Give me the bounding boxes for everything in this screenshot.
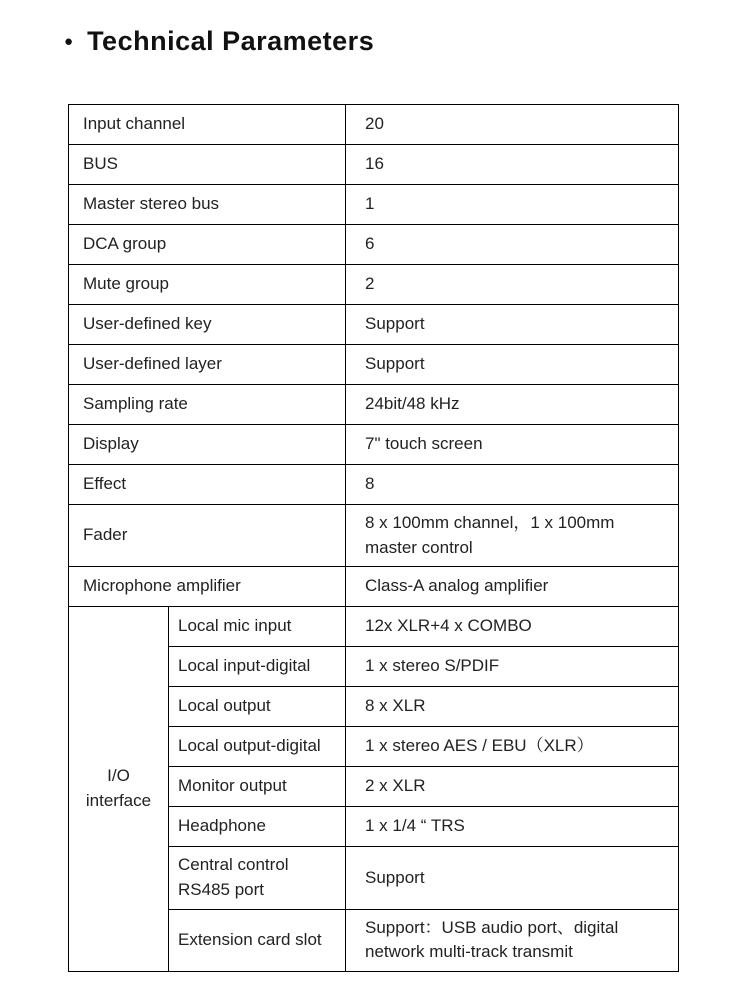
param-label: Mute group	[69, 265, 346, 305]
table-row	[69, 385, 679, 425]
param-value: 8 x XLR	[346, 687, 679, 727]
section-heading	[64, 26, 750, 57]
param-label: BUS	[69, 145, 346, 185]
param-value: 8	[346, 465, 679, 505]
param-value: 20	[346, 105, 679, 145]
table-row	[69, 567, 679, 607]
param-value: Support	[346, 847, 679, 909]
io-interface-label: I/O interface	[69, 607, 169, 972]
table-row	[69, 225, 679, 265]
param-label: Effect	[69, 465, 346, 505]
param-value: Class-A analog amplifier	[346, 567, 679, 607]
table-row	[69, 465, 679, 505]
param-value: 12x XLR+4 x COMBO	[346, 607, 679, 647]
param-value: 1	[346, 185, 679, 225]
table-row	[69, 345, 679, 385]
param-label: Sampling rate	[69, 385, 346, 425]
param-label: Local output-digital	[169, 727, 346, 767]
param-value: 8 x 100mm channel，1 x 100mm master control	[346, 505, 679, 567]
param-label: Local input-digital	[169, 647, 346, 687]
bullet-icon: ●	[64, 33, 74, 50]
param-label: User-defined layer	[69, 345, 346, 385]
param-value: Support：USB audio port、digital network multi-track transmit	[346, 909, 679, 971]
param-value: 1 x stereo AES / EBU（XLR）	[346, 727, 679, 767]
table-row	[69, 185, 679, 225]
param-label: Microphone amplifier	[69, 567, 346, 607]
param-value: 2	[346, 265, 679, 305]
param-value: 24bit/48 kHz	[346, 385, 679, 425]
param-value: 1 x stereo S/PDIF	[346, 647, 679, 687]
param-label: DCA group	[69, 225, 346, 265]
param-label: Extension card slot	[169, 909, 346, 971]
param-label: Central control RS485 port	[169, 847, 346, 909]
param-label: User-defined key	[69, 305, 346, 345]
param-label: Master stereo bus	[69, 185, 346, 225]
param-label: Headphone	[169, 807, 346, 847]
param-value: 7" touch screen	[346, 425, 679, 465]
table-row	[69, 145, 679, 185]
param-label: Input channel	[69, 105, 346, 145]
param-value: 16	[346, 145, 679, 185]
param-label: Display	[69, 425, 346, 465]
param-label: Monitor output	[169, 767, 346, 807]
param-value: 1 x 1/4 “ TRS	[346, 807, 679, 847]
table-row	[69, 265, 679, 305]
table-row	[69, 425, 679, 465]
table-row	[69, 607, 679, 647]
param-label: Fader	[69, 505, 346, 567]
param-value: 2 x XLR	[346, 767, 679, 807]
technical-parameters-table	[68, 104, 679, 972]
table-row	[69, 305, 679, 345]
param-value: Support	[346, 305, 679, 345]
param-label: Local mic input	[169, 607, 346, 647]
param-value: 6	[346, 225, 679, 265]
param-value: Support	[346, 345, 679, 385]
param-label: Local output	[169, 687, 346, 727]
table-row	[69, 505, 679, 567]
table-row	[69, 105, 679, 145]
page-title: Technical Parameters	[87, 26, 375, 56]
